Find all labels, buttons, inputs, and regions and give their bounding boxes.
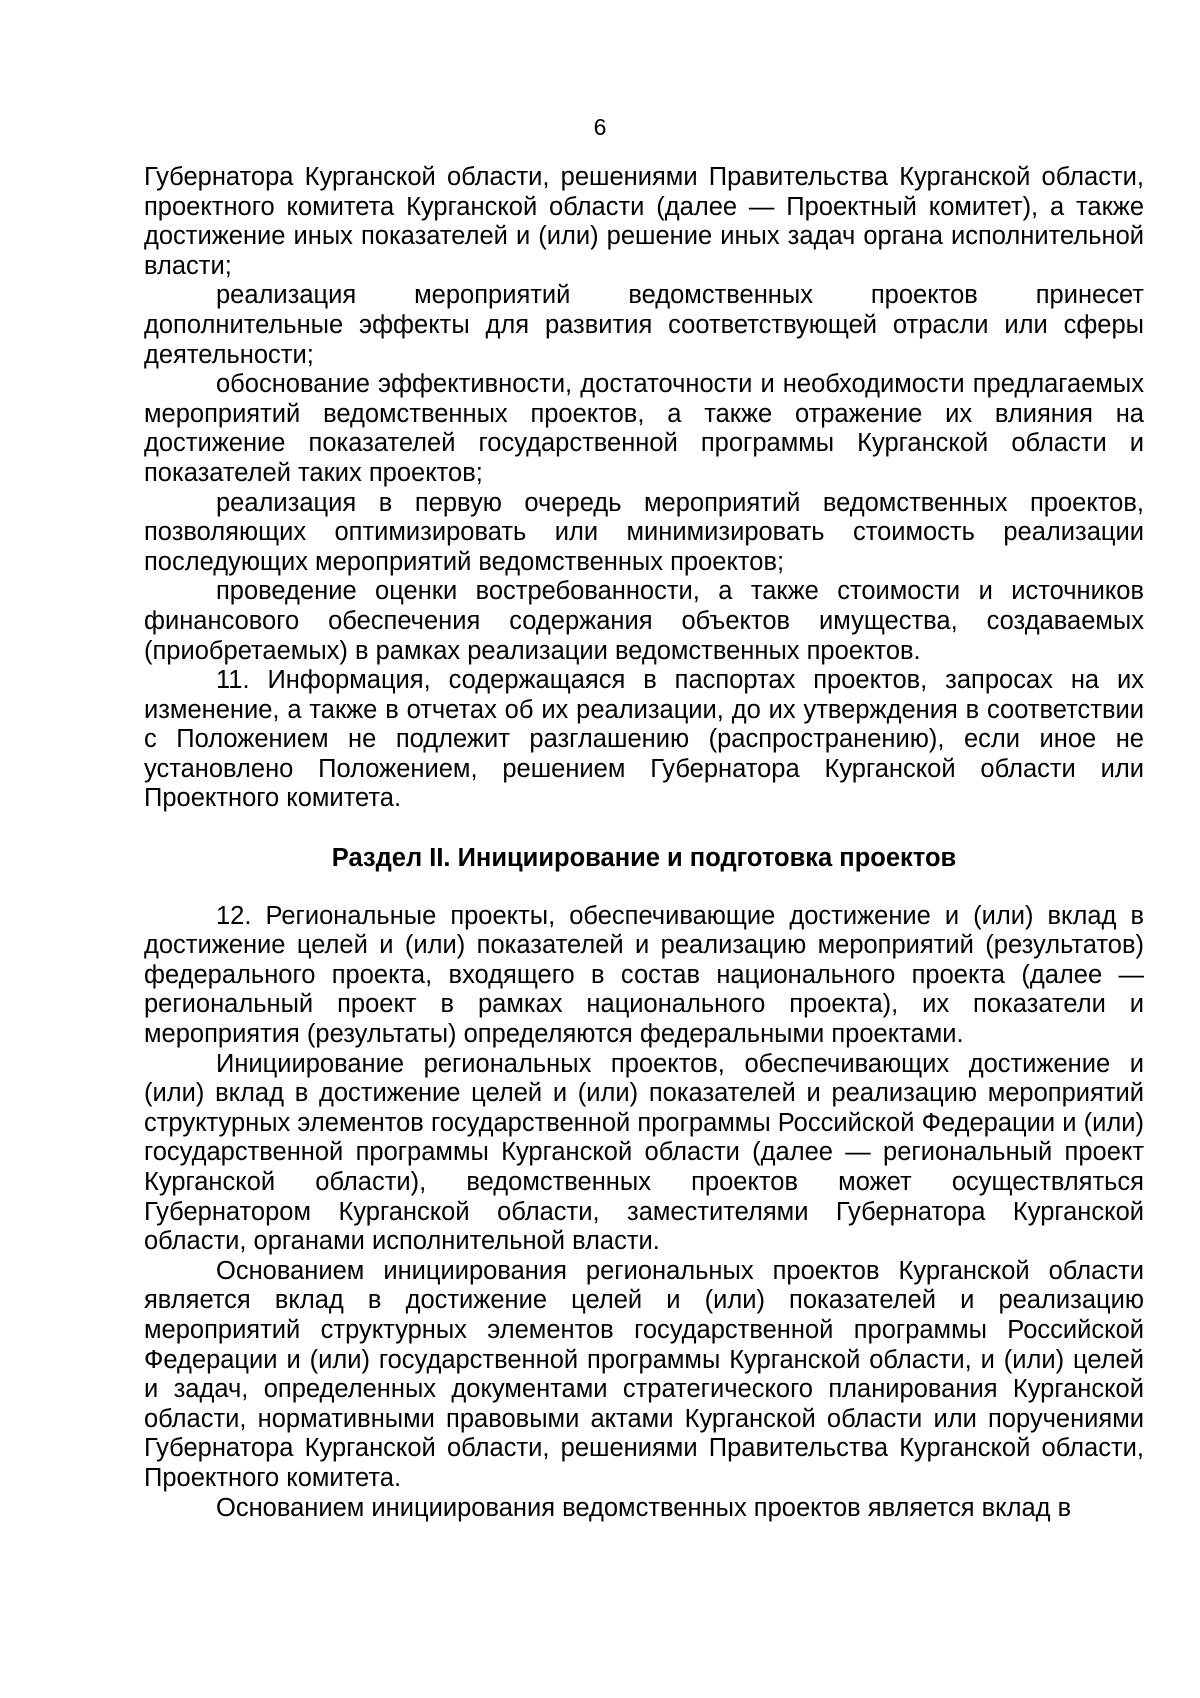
body-paragraph: Инициирование региональных проектов, обеспечивающих достижение и (или) вклад в достижение целей и (или) показателей и реализацию мероприятий структурных элементов государственной программы Российской Федерации и (или) государственной программы Курганской области (далее — региональный проект Курганской области), ведомственных проектов может осуществляться Губернатором Курганской области, заместителями Губернатора Курганской области, органами исполнительной власти. bbox=[144, 1049, 1144, 1256]
section-heading: Раздел II. Инициирование и подготовка проектов bbox=[331, 844, 957, 873]
list-item-paragraph: реализация в первую очередь мероприятий ведомственных проектов, позволяющих оптимизировать или минимизировать стоимость реализации последующих мероприятий ведомственных проектов; bbox=[144, 488, 1144, 576]
list-item-paragraph: реализация мероприятий ведомственных проектов принесет дополнительные эффекты для развития соответствующей отрасли или сферы деятельности; bbox=[144, 281, 1144, 369]
list-item-paragraph: обоснование эффективности, достаточности и необходимости предлагаемых мероприятий ведомственных проектов, а также отражение их влияния на достижение показателей государственной программы Курганской области и показателей таких проектов; bbox=[144, 370, 1144, 487]
clause-12-paragraph: 12. Региональные проекты, обеспечивающие достижение и (или) вклад в достижение целей и (или) показателей и реализацию мероприятий (результатов) федерального проекта, входящего в состав национального проекта (далее — региональный проект в рамках национального проекта), их показатели и мероприятия (результаты) определяются федеральными проектами. bbox=[144, 901, 1144, 1049]
body-paragraph: Основанием инициирования региональных проектов Курганской области является вклад в достижение целей и (или) показателей и реализацию мероприятий структурных элементов государственной программы Российской Федерации и (или) государственной программы Курганской области, и (или) целей и задач, определенных документами стратегического планирования Курганской области, нормативными правовыми актами Курганской области или поручениями Губернатора Курганской области, решениями Правительства Курганской области, Проектного комитета. bbox=[144, 1256, 1144, 1492]
paragraph-continuation: Губернатора Курганской области, решениями Правительства Курганской области, проектного комитета Курганской области (далее — Проектный комитет), а также достижение иных показателей и (или) решение иных задач органа исполнительной власти; bbox=[144, 163, 1144, 280]
body-paragraph-truncated: Основанием инициирования ведомственных проектов является вклад в bbox=[216, 1493, 1072, 1522]
document-body bbox=[144, 163, 1144, 1523]
list-item-paragraph: проведение оценки востребованности, а также стоимости и источников финансового обеспечения содержания объектов имущества, создаваемых (приобретаемых) в рамках реализации ведомственных проектов. bbox=[144, 577, 1144, 665]
clause-11-paragraph: 11. Информация, содержащаяся в паспортах проектов, запросах на их изменение, а также в отчетах об их реализации, до их утверждения в соответствии с Положением не подлежит разглашению (распространению), если иное не установлено Положением, решением Губернатора Курганской области или Проектного комитета. bbox=[144, 666, 1144, 813]
page-number: 6 bbox=[593, 114, 607, 140]
